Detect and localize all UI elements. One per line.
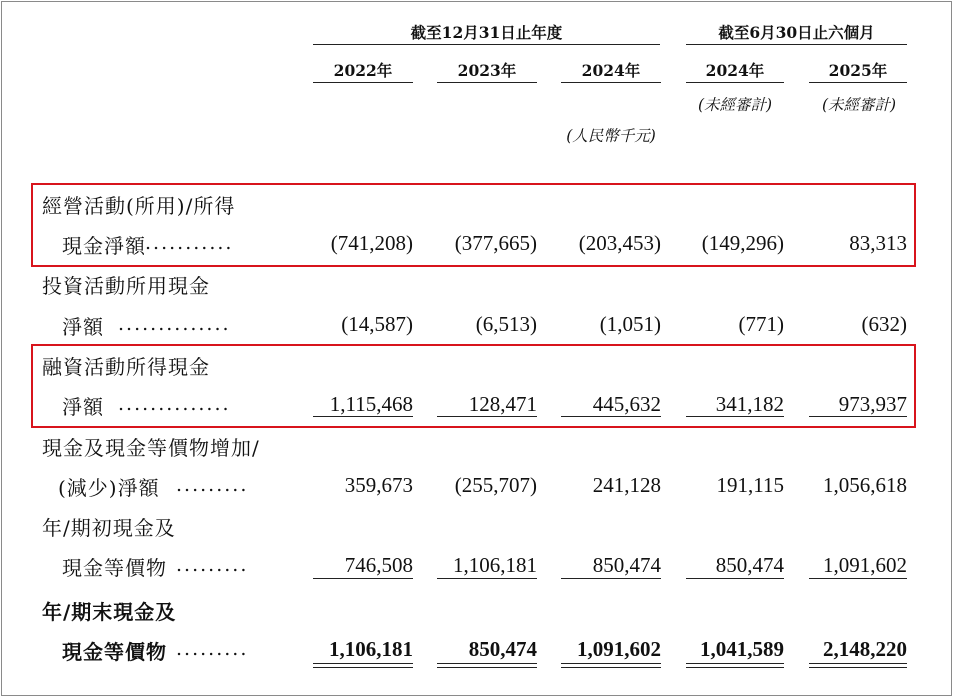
year-header-2-rule bbox=[437, 82, 537, 83]
unit-note: (人民幣千元) bbox=[566, 127, 656, 145]
value-cell: (255,707) bbox=[454, 473, 537, 497]
value-cell: (771) bbox=[738, 312, 784, 336]
group-header-six-months: 截至6月30日止六個月 bbox=[718, 23, 875, 42]
row-label-line2: 現金等價物 bbox=[62, 556, 167, 580]
total-double-rule bbox=[561, 667, 661, 668]
row-label-line1: 現金及現金等價物增加/ bbox=[42, 436, 260, 460]
total-double-rule bbox=[437, 667, 537, 668]
leader-dots: ......... bbox=[176, 554, 249, 576]
leader-dots: ......... bbox=[176, 638, 249, 660]
year-header-1-rule bbox=[313, 82, 413, 83]
value-cell: (203,453) bbox=[578, 231, 661, 255]
row-label-line2: 淨額 bbox=[62, 315, 104, 339]
row-label-line1: 投資活動所用現金 bbox=[42, 274, 210, 298]
leader-dots: .............. bbox=[118, 313, 231, 335]
total-double-rule bbox=[313, 667, 413, 668]
value-cell: 241,128 bbox=[592, 473, 661, 497]
total-double-rule bbox=[809, 667, 907, 668]
subtotal-rule bbox=[561, 416, 661, 417]
year-header-2: 2023年 bbox=[457, 61, 517, 80]
row-label-line2: (減少)淨額 bbox=[58, 476, 160, 500]
year-header-4: 2024年 bbox=[705, 61, 765, 80]
value-cell: 341,182 bbox=[715, 392, 784, 416]
year-header-5: 2025年 bbox=[828, 61, 888, 80]
year-header-3-rule bbox=[561, 82, 661, 83]
total-double-rule bbox=[437, 663, 537, 664]
year-header-5-rule bbox=[809, 82, 907, 83]
unaudited-note-2: (未經審計) bbox=[821, 96, 897, 114]
subtotal-rule bbox=[437, 416, 537, 417]
total-value-cell: 1,091,602 bbox=[577, 637, 661, 661]
group-header-annual: 截至12月31日止年度 bbox=[410, 23, 563, 42]
subtotal-rule bbox=[809, 416, 907, 417]
value-cell: (377,665) bbox=[454, 231, 537, 255]
value-cell: 191,115 bbox=[716, 473, 784, 497]
row-label-line1: 年/期初現金及 bbox=[42, 516, 176, 540]
total-value-cell: 2,148,220 bbox=[823, 637, 907, 661]
row-label-line2: 現金等價物 bbox=[62, 640, 167, 664]
total-value-cell: 850,474 bbox=[468, 637, 537, 661]
total-value-cell: 1,041,589 bbox=[700, 637, 784, 661]
year-header-4-rule bbox=[686, 82, 784, 83]
subtotal-rule bbox=[686, 416, 784, 417]
subtotal-rule bbox=[437, 578, 537, 579]
value-cell: 973,937 bbox=[838, 392, 907, 416]
group-header-six-months-rule bbox=[686, 44, 907, 45]
total-double-rule bbox=[809, 663, 907, 664]
value-cell: (14,587) bbox=[341, 312, 413, 336]
value-cell: 1,106,181 bbox=[453, 553, 537, 577]
value-cell: (6,513) bbox=[475, 312, 537, 336]
leader-dots: ......... bbox=[176, 474, 249, 496]
value-cell: 850,474 bbox=[715, 553, 784, 577]
leader-dots: .............. bbox=[118, 393, 231, 415]
value-cell: 1,115,468 bbox=[329, 392, 413, 416]
leader-dots: ........... bbox=[145, 232, 234, 254]
value-cell: 359,673 bbox=[344, 473, 413, 497]
total-double-rule bbox=[561, 663, 661, 664]
row-label-line2: 淨額 bbox=[62, 395, 104, 419]
row-label-line1: 經營活動(所用)/所得 bbox=[42, 194, 236, 218]
value-cell: 445,632 bbox=[592, 392, 661, 416]
total-value-cell: 1,106,181 bbox=[329, 637, 413, 661]
row-label-line2: 現金淨額 bbox=[62, 234, 146, 258]
group-header-annual-rule bbox=[313, 44, 660, 45]
row-label-line1: 年/期末現金及 bbox=[42, 600, 177, 624]
year-header-1: 2022年 bbox=[333, 61, 393, 80]
value-cell: (149,296) bbox=[701, 231, 784, 255]
value-cell: (632) bbox=[861, 312, 907, 336]
value-cell: 83,313 bbox=[849, 231, 907, 255]
subtotal-rule bbox=[686, 578, 784, 579]
total-double-rule bbox=[313, 663, 413, 664]
year-header-3: 2024年 bbox=[581, 61, 641, 80]
value-cell: 746,508 bbox=[344, 553, 413, 577]
subtotal-rule bbox=[313, 578, 413, 579]
value-cell: 850,474 bbox=[592, 553, 661, 577]
value-cell: (741,208) bbox=[330, 231, 413, 255]
total-double-rule bbox=[686, 667, 784, 668]
row-label-line1: 融資活動所得現金 bbox=[42, 355, 210, 379]
total-double-rule bbox=[686, 663, 784, 664]
unaudited-note-1: (未經審計) bbox=[697, 96, 773, 114]
subtotal-rule bbox=[561, 578, 661, 579]
subtotal-rule bbox=[313, 416, 413, 417]
value-cell: 1,056,618 bbox=[823, 473, 907, 497]
value-cell: (1,051) bbox=[599, 312, 661, 336]
value-cell: 128,471 bbox=[468, 392, 537, 416]
subtotal-rule bbox=[809, 578, 907, 579]
value-cell: 1,091,602 bbox=[823, 553, 907, 577]
